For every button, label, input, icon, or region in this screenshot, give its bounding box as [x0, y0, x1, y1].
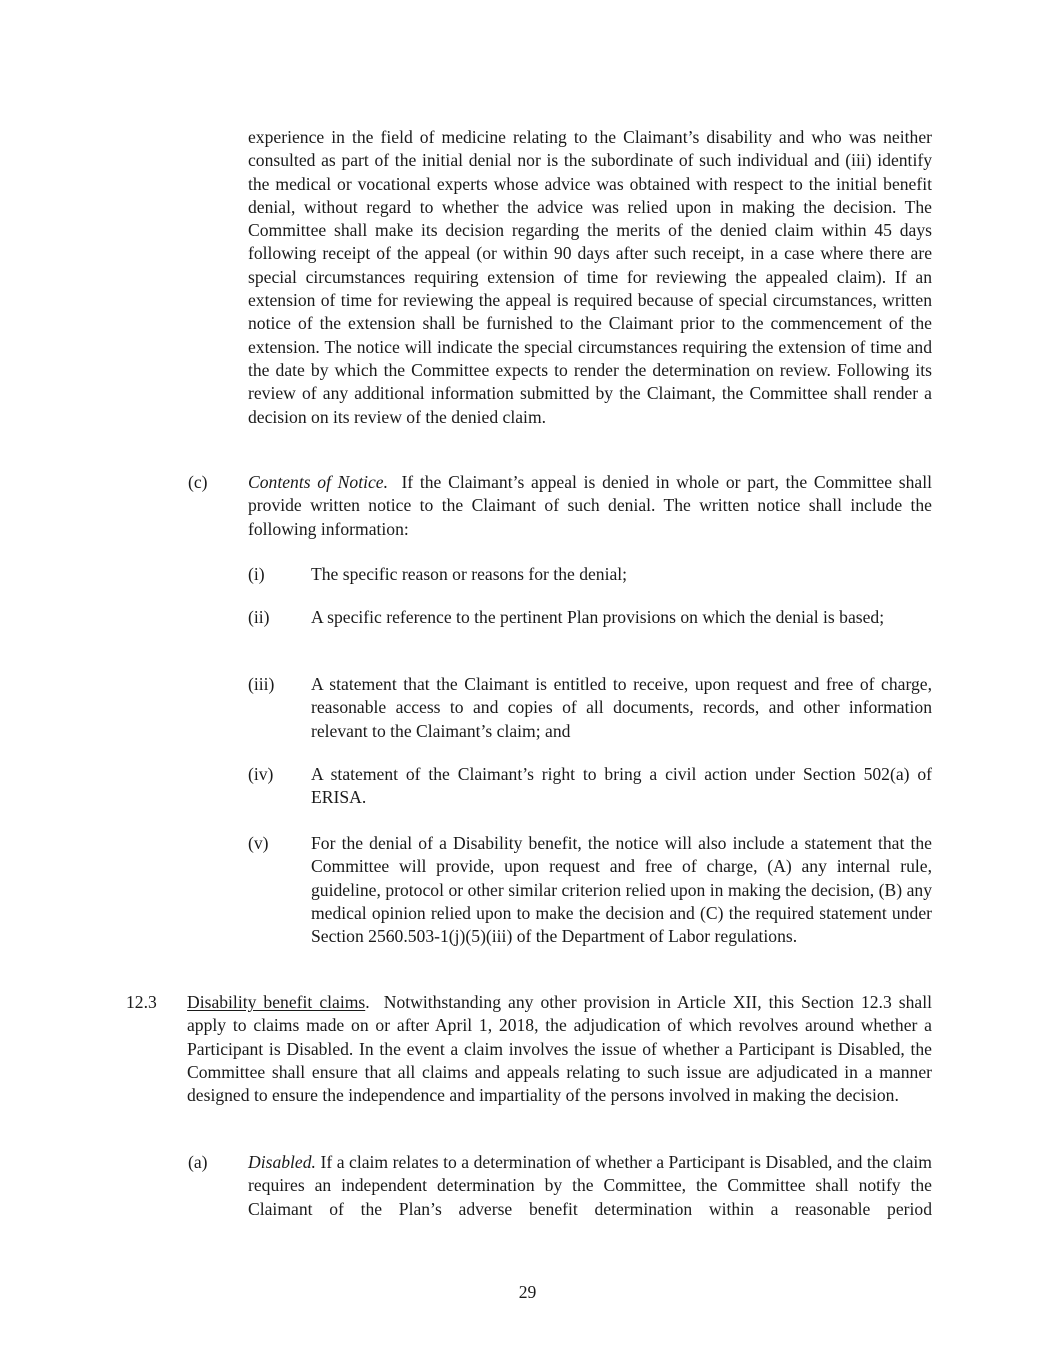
list-item-label: (iv) [248, 764, 274, 784]
list-item: A statement that the Claimant is entitled to receive, upon request and free of charge, reasonable access to and copies of all documents, records, and other information relevant to the Claimant’s claim; and [311, 674, 932, 741]
section-a-heading: Disabled. [248, 1152, 316, 1172]
section-a-text: If a claim relates to a determination of whether a Participant is Disabled, and the claim requires an independent determination by the Committee, the Committee shall notify the Claimant of the Plan’s adverse benefit determination within a reasonable period [248, 1152, 932, 1219]
section-a-label: (a) [188, 1152, 208, 1172]
intro-paragraph: experience in the field of medicine relating to the Claimant’s disability and who was neither consulted as part of the initial denial nor is the subordinate of such individual and (iii) identify the medical or vocational experts whose advice was obtained with respect to the initial benefit denial, without regard to whether the advice was relied upon in making the decision. The Committee shall make its decision regarding the merits of the denied claim within 45 days following receipt of the appeal (or within 90 days after such receipt, in a case where there are special circumstances requiring extension of time for reviewing the appealed claim). If an extension of time for reviewing the appeal is required because of special circumstances, written notice of the extension shall be furnished to the Claimant prior to the commencement of the extension. The notice will indicate the special circumstances requiring the extension of time and the date by which the Committee expects to render the determination on review. Following its review of any additional information submitted by the Claimant, the Committee shall render a decision on its review of the denied claim. [248, 127, 932, 427]
list-item-label: (ii) [248, 607, 270, 627]
section-a-paragraph [248, 1151, 932, 1221]
list-item: A statement of the Claimant’s right to bring a civil action under Section 502(a) of ERISA. [311, 764, 932, 808]
section-12-3-number: 12.3 [126, 992, 157, 1012]
section-12-3-paragraph [187, 991, 932, 1107]
section-12-3-text: Notwithstanding any other provision in Article XII, this Section 12.3 shall apply to claims made on or after April 1, 2018, the adjudication of which revolves around whether a Participant is Disabled. In the event a claim involves the issue of whether a Participant is Disabled, the Committee shall ensure that all claims and appeals relating to such issue are adjudicated in a manner designed to ensure the independence and impartiality of the persons involved in making the decision. [187, 992, 933, 1106]
section-c-text: If the Claimant’s appeal is denied in whole or part, the Committee shall provide written notice to the Claimant of such denial. The written notice shall include the following information: [248, 472, 932, 539]
page-number: 29 [518, 1282, 537, 1302]
list-item-label: (iii) [248, 674, 275, 694]
section-c-label: (c) [188, 472, 208, 492]
list-item: The specific reason or reasons for the denial; [311, 564, 628, 584]
list-item: A specific reference to the pertinent Plan provisions on which the denial is based; [311, 607, 885, 627]
section-c-heading: Contents of Notice. [248, 472, 388, 492]
list-item: For the denial of a Disability benefit, the notice will also include a statement that the Committee will provide, upon request and free of charge, (A) any internal rule, guideline, protocol or other similar criterion relied upon in making the decision, (B) any medical opinion relied upon to make the decision and (C) the required statement under Section 2560.503-1(j)(5)(iii) of the Department of Labor regulations. [311, 833, 932, 947]
section-c-paragraph [248, 471, 932, 541]
list-item-label: (i) [248, 564, 265, 584]
section-12-3-heading: Disability benefit claims [187, 992, 366, 1012]
section-12-3-heading-punct: . [365, 992, 370, 1012]
list-item-label: (v) [248, 833, 269, 853]
